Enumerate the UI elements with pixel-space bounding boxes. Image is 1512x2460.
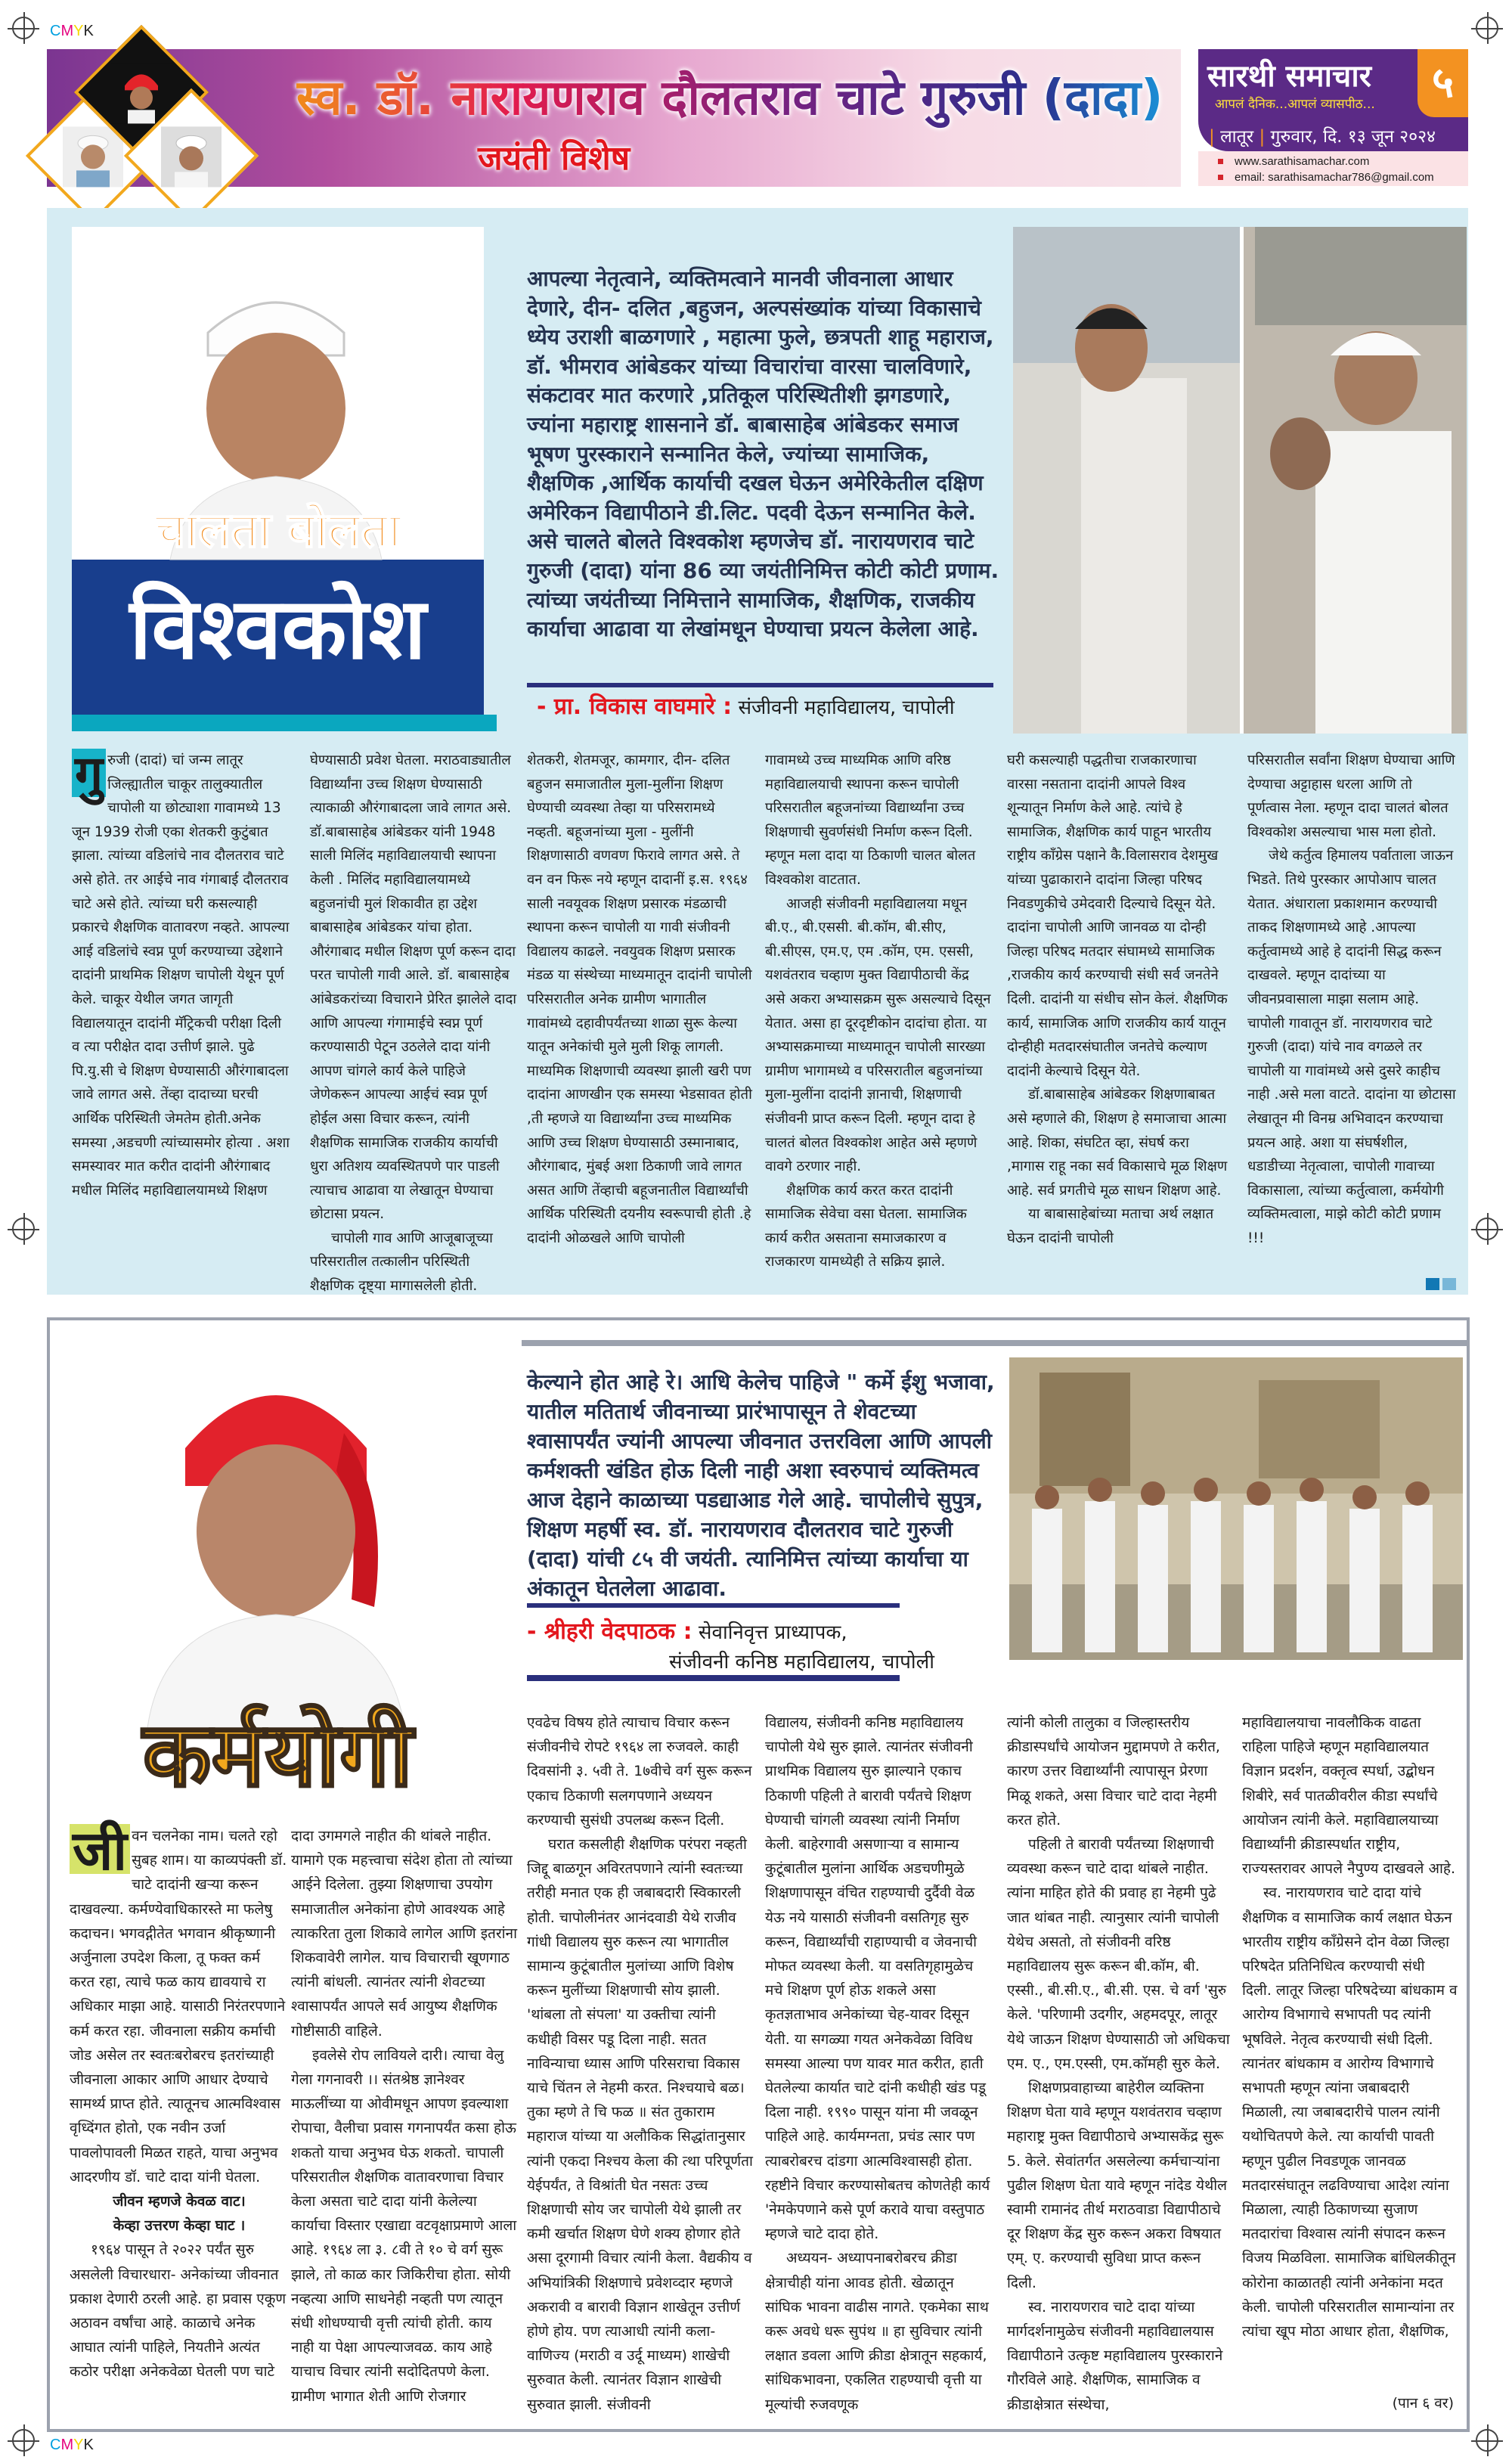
author-byline [527, 1615, 847, 1646]
article-paragraph: एवढेच विषय होते त्याचाच विचार करून संजीवनीचे रोपटे १९६४ ला रुजवले. काही दिवसांनी ३. ५वी ते. 1७वीचे वर्ग सुरू करून एकाच ठिकाणी सलगपणाने अध्ययन करण्याची सुसंधी उपलब्ध करून दिली. [527, 1714, 752, 1829]
edition-dateline: | लातूर | गुरुवार, दि. १३ जून २०२४ [1209, 127, 1436, 147]
article-paragraph: अध्ययन- अध्यापनाबरोबरच क्रीडा क्षेत्राचीही यांना आवड होती. खेळातून सांघिक भावना वाढीस नागते. एकमेका साथ करू अवधे धरू सुपंथ ॥ हा सुविचार त्यांनी लक्षात डवला आणि क्रीडा क्षेत्रातून सहकार्य, सांधिकभावना, एकलित राहण्याची वृत्ती या मूल्यांची रुजवणूक [765, 2250, 989, 2413]
article-paragraph: या बाबासाहेबांच्या मताचा अर्थ लक्षात घेऊन दादांनी चापोली [1007, 1206, 1214, 1246]
article-paragraph: गावामध्ये उच्च माध्यमिक आणि वरिष्ठ महाविद्यालयाची स्थापना करून चापोली परिसरातील बहूजनांच्या विद्यार्थ्यांना उच्च शिक्षणाची सुवर्णसंधी निर्माण करून दिली. म्हणून मला दादा या ठिकाणी चालत बोलत विश्वकोश वाटतात. [765, 752, 976, 888]
portrait-photo [161, 126, 222, 187]
article-paragraph: डॉ.बाबासाहेब आंबेडकर शिक्षणाबाबत असे म्हणाले की, शिक्षण हे समाजाचा आत्मा आहे. शिका, संघटित व्हा, संघर्ष करा ,मागास राहू नका सर्व विकासाचे मूळ शिक्षण आहे. सर्व प्रगतीचे मूळ साधन शिक्षण आहे. [1007, 1087, 1228, 1199]
article-column-2 [310, 749, 518, 1295]
cmyk-m: M [60, 2437, 74, 2453]
author-name: - श्रीहरी वेदपाठक : [527, 1618, 692, 1645]
author-affiliation-line-2: संजीवनी कनिष्ठ महाविद्यालय, चापोली [669, 1651, 934, 1674]
cmyk-y: Y [73, 2437, 84, 2453]
accent-bar [72, 715, 497, 731]
email-link[interactable]: email: sarathisamachar786@gmail.com [1235, 171, 1434, 184]
edition-date: गुरुवार, दि. १३ जून २०२४ [1270, 127, 1436, 147]
cmyk-k: K [83, 23, 94, 39]
author-name: - प्रा. विकास वाघमारे : [537, 693, 733, 720]
banner-subtitle: जयंती विशेष [478, 139, 631, 178]
article-column-2 [291, 1824, 518, 2418]
divider [527, 683, 993, 687]
feature-portrait-panel [72, 1335, 484, 1807]
article-paragraph: आजही संजीवनी महाविद्यालया मधून बी.ए., बी.एससी. बी.कॉम, बी.सीए, बी.सीएस, एम.ए, एम .कॉम, एम. एससी, यशवंतराव चव्हाण मुक्त विद्यापीठाची केंद्र असे अकरा अभ्यासक्रम सुरू असल्याचे दिसून येतात. असा हा दूरदृष्टीकोन दादांचा होता. या अभ्यासक्रमाच्या माध्यमातून चापोली सारख्या ग्रामीण भागामध्ये व परिसरातील बहुजनांच्या मुला-मुलींना दादांनी ज्ञानाची, शिक्षणाची संजीवनी प्राप्त करून दिली. म्हणून दादा हे चालतं बोलत विश्वकोश आहेत असे म्हणणे वावगे ठरणार नाही. [765, 895, 991, 1175]
article-column-4 [765, 749, 992, 1278]
article-paragraph: स्व. नारायणराव चाटे दादा यांचे शैक्षणिक व सामाजिक कार्य लक्षात घेऊन भारतीय राष्ट्रीय काँग्रेसने दोन वेळा जिल्हा परिषदेत प्रतिनिधित्व करण्याची संधी दिली. लातूर जिल्हा परिषदेच्या बांधकाम व आरोग्य विभागाचे सभापती पद त्यांनी भूषविले. नेतृत्व करण्याची संधी दिली. त्यानंतर बांधकाम व आरोग्य विभागाचे सभापती म्हणून त्यांना जबाबदारी मिळाली, त्या जबाबदारीचे पालन त्यांनी यथोचितपणे केले. त्या कार्याची पावती म्हणून पुढील निवडणूक जानवळ मतदारसंघातून लढविण्याचा आदेश त्यांना मिळाला, त्याही ठिकाणच्या सुजाण मतदारांचा विश्वास त्यांनी संपादन करून विजय मिळविला. सामाजिक बांधिलकीतून कोरोना काळातही त्यांनी अनेकांना मदत केली. चापोली परिसरातील सामान्यांना तर त्यांचा खूप मोठा आधार होता, शैक्षणिक, [1242, 1885, 1458, 2341]
divider [527, 1603, 900, 1608]
special-edition-banner [47, 49, 1181, 187]
cmyk-c: C [50, 23, 61, 39]
feature-portrait-panel [72, 227, 484, 715]
divider [527, 1675, 900, 1681]
drop-cap: जी [70, 1824, 130, 1874]
article-paragraph: इवलेसे रोप लावियले दारी। त्याचा वेलु गेला गगनावरी ।। संतश्रेष्ठ ज्ञानेश्वर माऊलींच्या या ओवीमधून आपण इवल्याशा रोपाचा, वैलीचा प्रवास गगनापर्यंत कसा होऊ शकतो याचा अनुभव घेऊ शकतो. चापाली परिसरातील शैक्षणिक वातावरणाचा विचार केला असता चाटे दादा यांनी केलेल्या कार्याचा विस्तार एखाद्या वटवृक्षाप्रमाणे आला आहे. १९६४ ला ३. ८वी ते १० चे वर्ग सुरू झाले, तो काळ कार जिकिरीचा होता. सोयी नव्हत्या आणि साधनेही नव्हती पण त्यातून संधी शोधण्याची वृत्ती त्यांची होती. काय नाही या पेक्षा आपल्याजवळ. काय आहे याचाच विचार त्यांनी सदोदितपणे केला. ग्रामीण भागात शेती आणि रोजगार [291, 2046, 517, 2405]
registration-mark-icon [1476, 1218, 1498, 1240]
event-photo-image [1013, 227, 1467, 734]
article-column-6 [1247, 749, 1459, 1278]
article-paragraph: पहिली ते बारावी पर्यंतच्या शिक्षणाची व्यवस्था करून चाटे दादा थांबले नाहीत. त्यांना माहित होते की प्रवाह हा नेहमी पुढे जात थांबत नाही. त्यानुसार त्यांनी चापोली येथेच असतो, तो संजीवनी वरिष्ठ महाविद्यालय सुरू करून बी.कॉम, बी. एस्सी., बी.सी.ए., बी.सी. एस. चे वर्ग 'सुरु केले. 'परिणामी उदगीर, अहमदपूर, लातूर येथे जाऊन शिक्षण घेण्यासाठी जो अधिकचा एम. ए., एम.एस्सी, एम.कॉमही सुरु केले. [1007, 1836, 1230, 2072]
registration-mark-icon [1476, 2429, 1498, 2452]
registration-mark-icon [12, 1218, 35, 1240]
author-affiliation: सेवानिवृत्त प्राध्यापक, [698, 1621, 847, 1644]
masthead [1198, 49, 1468, 151]
article-paragraph: रुजी (दादां) चां जन्म लातूर जिल्ह्यातील चाकूर तालुक्यातील चापोली या छोट्याशा गावामध्ये 13 जून 1939 रोजी एका शेतकरी कुटुंबात झाला. त्यांच्या वडिलांचे नाव दौलतराव चाटे असे होते. तर आईचे नाव गंगाबाई दौलतराव चाटे असे होते. त्यांच्या घरी कसल्याही प्रकारचे शैक्षणिक वातावरण नव्हते. आपल्या आई वडिलांचे स्वप्न पूर्ण करण्याच्या उद्देशाने दादांनी प्राथमिक शिक्षण चापोली येथून पूर्ण केले. चाकूर येथील जगत जागृती विद्यालयातून दादांनी मॅट्रिकची परीक्षा दिली व त्या परीक्षेत दादा उत्तीर्ण झाले. पुढे पि.यु.सी चे शिक्षण घेण्यासाठी औरंगाबादला जावे लागत असे. तेंव्हा दादाच्या घरची आर्थिक परिस्थिती जेमतेम होती.अनेक समस्या ,अडचणी त्यांच्यासमोर होत्या . अशा समस्यावर मात करीत दादांनी औरंगाबाद मधील मिलिंद महाविद्यालयामध्ये शिक्षण [72, 752, 290, 1199]
verse-line: केव्हा उत्तरण केव्हा घाट । [113, 2217, 246, 2235]
registration-mark-icon [12, 2429, 35, 2452]
article-paragraph: दादा उगमगले नाहीत की थांबले नाहीत. यामागे एक महत्त्वाचा संदेश होता तो त्यांच्या आईने दिलेला. तुझ्या शिक्षणाचा उपयोग समाजातील अनेकांना होणे आवश्यक आहे त्याकरिता तुला शिकावे लागेल आणि इतरांना शिकवावेरी लागेल. याच विचाराची खूणगाठ त्यांनी बांधली. त्यानंतर त्यांनी शेवटच्या श्वासापर्यंत आपले सर्व आयुष्य शैक्षणिक गोष्टीसाठी वाहिले. [291, 1828, 518, 2040]
continued-on-page-note[interactable]: (पान ६ वर) [1392, 2395, 1454, 2412]
website-link[interactable]: www.sarathisamachar.com [1235, 155, 1370, 168]
article-intro: आपल्या नेतृत्वाने, व्यक्तिमत्वाने मानवी जीवनाला आधार देणारे, दीन- दलित ,बहुजन, अल्पसंख्यांक यांच्या विकासाचे ध्येय उराशी बाळगणारे , महात्मा फुले, छत्रपती शाहू महाराज, डॉ. भीमराव आंबेडकर यांच्या विचारांचा वारसा चालविणारे, संकटावर मात करणारे ,प्रतिकूल परिस्थितीशी झगडणारे, ज्यांना महाराष्ट्र शासनाने डॉ. बाबासाहेब आंबेडकर समाज भूषण पुरस्काराने सन्मानित केले, ज्यांच्या सामाजिक, शैक्षणिक ,आर्थिक कार्याची दखल घेऊन अमेरिकेतील दक्षिण अमेरिकन विद्यापीठाने डी.लिट. पदवी देऊन सन्मानित केले. असे चालते बोलते विश्वकोश म्हणजेच डॉ. नारायणराव चाटे गुरुजी (दादा) यांना 86 व्या जयंतीनिमित्त कोटी कोटी प्रणाम. त्यांच्या जयंतीच्या निमित्ताने सामाजिक, शैक्षणिक, राजकीय कार्याचा आढावा या लेखांमधून घेण्याचा प्रयत्न केलेला आहे. [527, 266, 999, 642]
article-column-1 [72, 745, 291, 1278]
article-paragraph: चापोली गाव आणि आजूबाजूच्या परिसरातील तत्कालीन परिस्थिती शैक्षणिक दृष्ट्या मागासलेली होती. [310, 1230, 493, 1295]
registration-mark-icon [1476, 17, 1498, 39]
article-paragraph: परिसरातील सर्वांना शिक्षण घेण्याचा आणि देण्याचा अट्टाहास धरला आणि तो पूर्णत्वास नेला. म्हणून दादा चालतं बोलत विश्वकोश असल्याचा भास मला होतो. [1247, 752, 1455, 840]
event-photo [1013, 227, 1467, 734]
article-column-4 [765, 1711, 992, 2418]
masthead-contacts [1198, 151, 1468, 186]
article-paragraph: घरी कसल्याही पद्धतीचा राजकारणाचा वारसा नसताना दादांनी आपले विश्व शून्यातून निर्माण केले आहे. त्यांचे हे सामाजिक, शैक्षणिक कार्य पाहून भारतीय राष्ट्रीय काँग्रेस पक्षाने कै.विलासराव देशमुख यांच्या पुढाकाराने दादांना जिल्हा परिषद निवडणुकीचे उमेदवारी दिल्याचे दिसून येते. दादांना चापोली आणि जानवळ या दोन्ही जिल्हा परिषद मतदार संघामध्ये सामाजिक ,राजकीय कार्य करण्याची संधी सर्व जनतेने दिली. दादांनी या संधीच सोन केलं. शैक्षणिक कार्य, सामाजिक आणि राजकीय कार्य यातून दोन्हीही मतदारसंघातील जनतेचे कल्याण दादांनी केल्याचे दिसून येते. [1007, 752, 1228, 1079]
end-mark-icon [1426, 1278, 1439, 1290]
end-mark-icon [1442, 1278, 1456, 1290]
portrait-photo [63, 126, 123, 187]
article-paragraph: शेतकरी, शेतमजूर, कामगार, दीन- दलित बहुजन समाजातील मुला-मुलींना शिक्षण घेण्याची व्यवस्था तेव्हा या परिसरामध्ये नव्हती. बहूजनांच्या मुला - मुलींनी शिक्षणासाठी वणवण फिरावे लागत असे. ते वन वन फिरू नये म्हणून दादानीं इ.स. १९६४ साली नवयूवक शिक्षण प्रसारक मंडळाची स्थापना करून चापोली या गावी संजीवनी विद्यालय काढले. नवयुवक शिक्षण प्रसारक मंडळ या संस्थेच्या माध्यमातून दादांनी चापोली परिसरातील अनेक ग्रामीण भागातील गावांमध्ये दहावीपर्यंतच्या शाळा सुरू केल्या यातून अनेकांची मुले मुली शिकू लागली. माध्यमिक शिक्षणाची व्यवस्था झाली खरी पण दादांना आणखीन एक समस्या भेडसावत होती ,ती म्हणजे या विद्यार्थ्यांना उच्च माध्यमिक आणि उच्च शिक्षण घेण्यासाठी उस्मानाबाद, औरंगाबाद, मुंबई अशा ठिकाणी जावे लागत असत आणि तेंव्हाची बहूजनातील विद्यार्थ्यांची आर्थिक परिस्थिती दयनीय स्वरूपाची होती .हे दादांनी ओळखले आणि चापोली [527, 752, 752, 1246]
article-column-6 [1242, 1711, 1458, 2391]
registration-mark-icon [12, 17, 35, 39]
group-photo [1009, 1357, 1463, 1660]
newspaper-name: सारथी समाचार [1207, 59, 1372, 94]
article-paragraph: महाविद्यालयाचा नावलौकिक वाढता राहिला पाहिजे म्हणून महाविद्यालयात विज्ञान प्रदर्शन, वक्तृत्व स्पर्धा, उद्बोधन शिबीरे, सर्व पातळीवरील कीडा स्पर्धांचे आयोजन त्यांनी केले. महाविद्यालयाच्या विद्यार्थ्यांनी क्रीडास्पर्धात राष्ट्रीय, राज्यस्तरावर आपले नैपुण्य दाखवले आहे. [1242, 1714, 1456, 1878]
drop-cap: गु [72, 749, 106, 797]
article-paragraph: जेथे कर्तुत्व हिमालय पर्वाताला जाऊन भिडते. तिथे पुरस्कार आपोआप चालत येतात. अंधाराला प्रकाशमान करण्याची ताकद शिक्षणामध्ये आहे .आपल्या कर्तुत्वामध्ये आहे हे दादांनी सिद्ध करून दाखवले. म्हणून दादांच्या या जीवनप्रवासाला माझा सलाम आहे. चापोली गावातून डॉ. नारायणराव चाटे गुरुजी (दादा) यांचे नाव वगळले तर चापोली या गावांमध्ये असे दुसरे काहीच नाही .असे मला वाटते. दादांना या छोटासा लेखातून मी विनम्र अभिवादन करण्याचा प्रयत्न आहे. अशा या संघर्षशील, धडाडीच्या नेतृत्वाला, चापोली गावाच्या विकासाला, त्यांच्या कर्तुत्वाला, कर्मयोगी व्यक्तिमत्वाला, माझे कोटी कोटी प्रणाम !!! [1247, 848, 1456, 1246]
article-column-1 [70, 1819, 289, 2418]
cmyk-k: K [83, 2437, 94, 2453]
author-affiliation: संजीवनी महाविद्यालय, चापोली [738, 696, 955, 719]
feature-kicker-small: चालता बोलता [154, 503, 401, 559]
article-column-3 [527, 1711, 754, 2418]
edition-city: लातूर [1220, 127, 1254, 147]
cmyk-label-top [50, 23, 94, 40]
portrait-photo [117, 1335, 435, 1728]
feature-kicker-big: विश्वकोश [129, 580, 426, 678]
author-byline [537, 690, 955, 721]
article-paragraph: शिक्षणप्रवाहाच्या बाहेरील व्यक्तिना शिक्षण घेता यावे म्हणून यशवंतराव चव्हाण महाराष्ट्र मुक्त विद्यापीठाचे अभ्यासकेंद्र सुरू 5. केले. सेवांतर्गत असलेल्या कर्मचाऱ्यांना पुढील शिक्षण घेता यावे म्हणून नांदेड येथील स्वामी रामानंद तीर्थ मराठवाडा विद्यापीठाचे दूर शिक्षण केंद्र सुरु करून अकरा विषयात एम्. ए. करण्याची सुविधा प्राप्त करून दिली. [1007, 2080, 1228, 2291]
article-column-5 [1007, 749, 1230, 1278]
cmyk-c: C [50, 2437, 61, 2453]
divider [522, 1340, 1467, 1346]
cmyk-m: M [60, 23, 74, 39]
article-paragraph: शैक्षणिक कार्य करत करत दादांनी सामाजिक सेवेचा वसा घेतला. सामाजिक कार्य करीत असताना समाजकारण व राजकारण यामध्येही ते सक्रिय झाले. [765, 1182, 967, 1270]
article-paragraph: १९६४ पासून ते २०२२ पर्यंत सुरु असलेली विचारधारा- अनेकांच्या जीवनात प्रकाश देणारी ठरली आहे. हा प्रवास एकूण अठावन वर्षांचा आहे. काळाचे अनेक आघात त्यांनी पाहिले, नियतीने अत्यंत कठोर परीक्षा अनेकवेळा घेतली पण चाटे [70, 2241, 287, 2381]
article-paragraph: घरात कसलीही शैक्षणिक परंपरा नव्हती जिद्दू बाळगून अविरतपणाने त्यांनी स्वतःच्या तरीही मनात एक ही जबाबदारी स्विकारली होती. चापोलीनंतर आनंदवाडी येथे राजीव गांधी विद्यालय सुरु करून त्या भागातील सामान्य कुटूंबातील मुलांच्या आणि विशेष करून मुलींच्या शिक्षणाची सोय झाली. 'थांबला तो संपला' या उक्तीचा त्यांनी कधीही विसर पडू दिला नाही. सतत नाविन्याचा ध्यास आणि परिसराचा विकास याचे चिंतन ले नेहमी करत. निश्चयाचे बळ। तुका म्हणे ते चि फळ ॥ संत तुकाराम महाराज यांच्या या अलौकिक सिद्धांतानुसार त्यांनी एकदा निश्चय केला की त्था परिपूर्णता येईपर्यंत, ते विश्रांती घेत नसतः उच्च शिक्षणाची सोय जर चापोली येथे झाली तर कमी खर्चात शिक्षण घेणे शक्य होणार होते असा दूरगामी विचार त्यांनी केला. वैद्यकीय व अभियांत्रिकी शिक्षणाचे प्रवेशव्दार म्हणजे अकरावी व बारावी विज्ञान शाखेतून उत्तीर्ण होणे होय. पण त्याआधी त्यांनी कला- वाणिज्य (मराठी व उर्दू माध्यम) शाखेची सुरुवात केली. त्यानंतर विज्ञान शाखेची सुरुवात झाली. संजीवनी [527, 1836, 753, 2413]
article-paragraph: स्व. नारायणराव चाटे दादा यांच्या मार्गदर्शनामुळेच संजीवनी महाविद्यालयास विद्यापीठाने उत्कृष्ट महाविद्यालय पुरस्काराने गौरविले आहे. शैक्षणिक, सामाजिक व क्रीडाक्षेत्रात संस्थेचा, [1007, 2298, 1223, 2413]
group-photo-image [1009, 1357, 1463, 1660]
article-paragraph: त्यांनी कोली तालुका व जिल्हास्तरीय क्रीडास्पर्धांचे आयोजन मुद्दामपणे ते करीत, कारण उत्तर विद्यार्थ्यांनी त्यापासून प्रेरणा मिळू शकते, असा विचार चाटे दादा नेहमी करत होते. [1007, 1714, 1220, 1829]
feature-kicker: कर्मयोगी [142, 1702, 414, 1807]
article-intro: केल्याने होत आहे रे। आधि केलेच पाहिजे " कर्मे ईशु भजावा, यातील मतितार्थ जीवनाच्या प्रारंभापासून ते शेवटच्या श्वासापर्यंत ज्यांनी आपल्या जीवनात उत्तरविला आणि आपली कर्मशक्ती खंडित होऊ दिली नाही अशा स्वरुपाचं व्यक्तिमत्व आज देहाने काळाच्या पडद्याआड गेले आहे. चापोलीचे सुपुत्र, शिक्षण महर्षी स्व. डॉ. नारायणराव दौलतराव चाटे गुरुजी (दादा) यांची ८५ वी जयंती. त्यानिमित्त त्यांच्या कार्याचा या अंकातून घेतलेला आढावा. [527, 1370, 995, 1601]
cmyk-y: Y [73, 23, 84, 39]
page-number: ५ [1418, 49, 1468, 117]
verse-line: जीवन म्हणजे केवळ वाट। [113, 2193, 246, 2210]
article-paragraph: विद्यालय, संजीवनी कनिष्ठ महाविद्यालय चापोली येथे सुरु झाले. त्यानंतर संजीवनी प्राथमिक विद्यालय सुरु झाल्याने एकाच ठिकाणी पहिली ते बारावी पर्यंतचे शिक्षण घेण्याची चांगली व्यवस्था त्यांनी निर्माण केली. बाहेरगावी असणाऱ्या व सामान्य कुटूंबातील मुलांना आर्थिक अडचणीमुळे शिक्षणापासून वंचित राहण्याची दुर्दैवी वेळ येऊ नये यासाठी संजीवनी वसतिगृह सुरु करून, विद्यार्थ्यांची राहाण्याची व जेवनाची मोफत व्यवस्था केली. या वसतिगृहामुळेच मचे शिक्षण पूर्ण होऊ शकले असा कृतज्ञताभाव अनेकांच्या चेह-यावर दिसून येती. या सगळ्या गयत अनेकवेळा विविध समस्या आल्या पण यावर मात करीत, हाती घेतलेल्या कार्यात चाटे दांनी कधीही खंड पडू दिला नाही. १९९० पासून यांना मी जवळून पाहिले आहे. कार्यमग्नता, प्रचंड त्सार पण त्याबरोबरच दांडगा आत्मविश्वासही होता. रहष्टीने विचार करण्यासोबतच कोणतेही कार्य 'नेमकेपणाने कसे पूर्ण करावे याचा वस्तुपाठ म्हणजे चाटे दादा होते. [765, 1714, 990, 2243]
newspaper-tagline: आपलं दैनिक...आपलं व्यासपीठ... [1215, 97, 1375, 112]
article-column-5 [1007, 1711, 1230, 2418]
article-column-3 [527, 749, 752, 1278]
article-paragraph: घेण्यासाठी प्रवेश घेतला. मराठवाड्यातील विद्यार्थ्यांना उच्च शिक्षण घेण्यासाठी त्याकाळी औरंगाबादला जावे लागत असे. डॉ.बाबासाहेब आंबेडकर यांनी 1948 साली मिलिंद महाविद्यालयाची स्थापना केली . मिलिंद महाविद्यालयामध्ये बहुजनांची मुलं शिकावीत हा उद्देश बाबासाहेब आंबेडकर यांचा होता. औरंगाबाद मधील शिक्षण पूर्ण करून दादा परत चापोली गावी आले. डॉ. बाबासाहेब आंबेडकरांच्या विचाराने प्रेरित झालेले दादा आणि आपल्या गंगामाईचे स्वप्न पूर्ण करण्यासाठी पेटून उठलेले दादा यांनी आपण चांगले कार्य केले पाहिजे जेणेकरून आपल्या आईचं स्वप्न पूर्ण होईल असा विचार करून, त्यांनी शैक्षणिक सामाजिक राजकीय कार्याची धुरा अतिशय व्यवस्थितपणे पार पाडली त्याचाच आढावा या लेखातून घेण्याचा छोटासा प्रयत्न. [310, 752, 517, 1223]
article-paragraph: वन चलनेका नाम। चलते रहो सुबह शाम। या काव्यपंक्ती डॉ. चाटे दादांनी खऱ्या करून दाखवल्या. कर्मण्येवाधिकारस्ते मा फलेषु कदाचन। भगवद्गीतेत भगवान श्रीकृष्णानी अर्जुनाला उपदेश किला, तू फक्त कर्म करत रहा, त्याचे फळ काय द्यावयाचे रा अधिकार माझा आहे. यासाठी निरंतरपणाने कर्म करत रहा. जीवनाला सक्रीय कर्माची जोड असेल तर स्वतःबरोबरच इतरांच्याही जीवनाला आकार आणि आधार देण्याचे सामर्थ्य प्राप्त होते. त्यातूनच आत्मविश्वास वृध्दिंगत होतो, एक नवीन उर्जा पावलोपावली मिळत राहते, याचा अनुभव आदरणीय डॉ. चाटे दादा यांनी घेतला. [70, 1828, 287, 2185]
portrait-photo [111, 63, 172, 123]
banner-title: स्व. डॉ. नारायणराव दौलतराव चाटे गुरुजी (दादा) [296, 63, 1163, 129]
cmyk-label-bottom [50, 2437, 94, 2454]
